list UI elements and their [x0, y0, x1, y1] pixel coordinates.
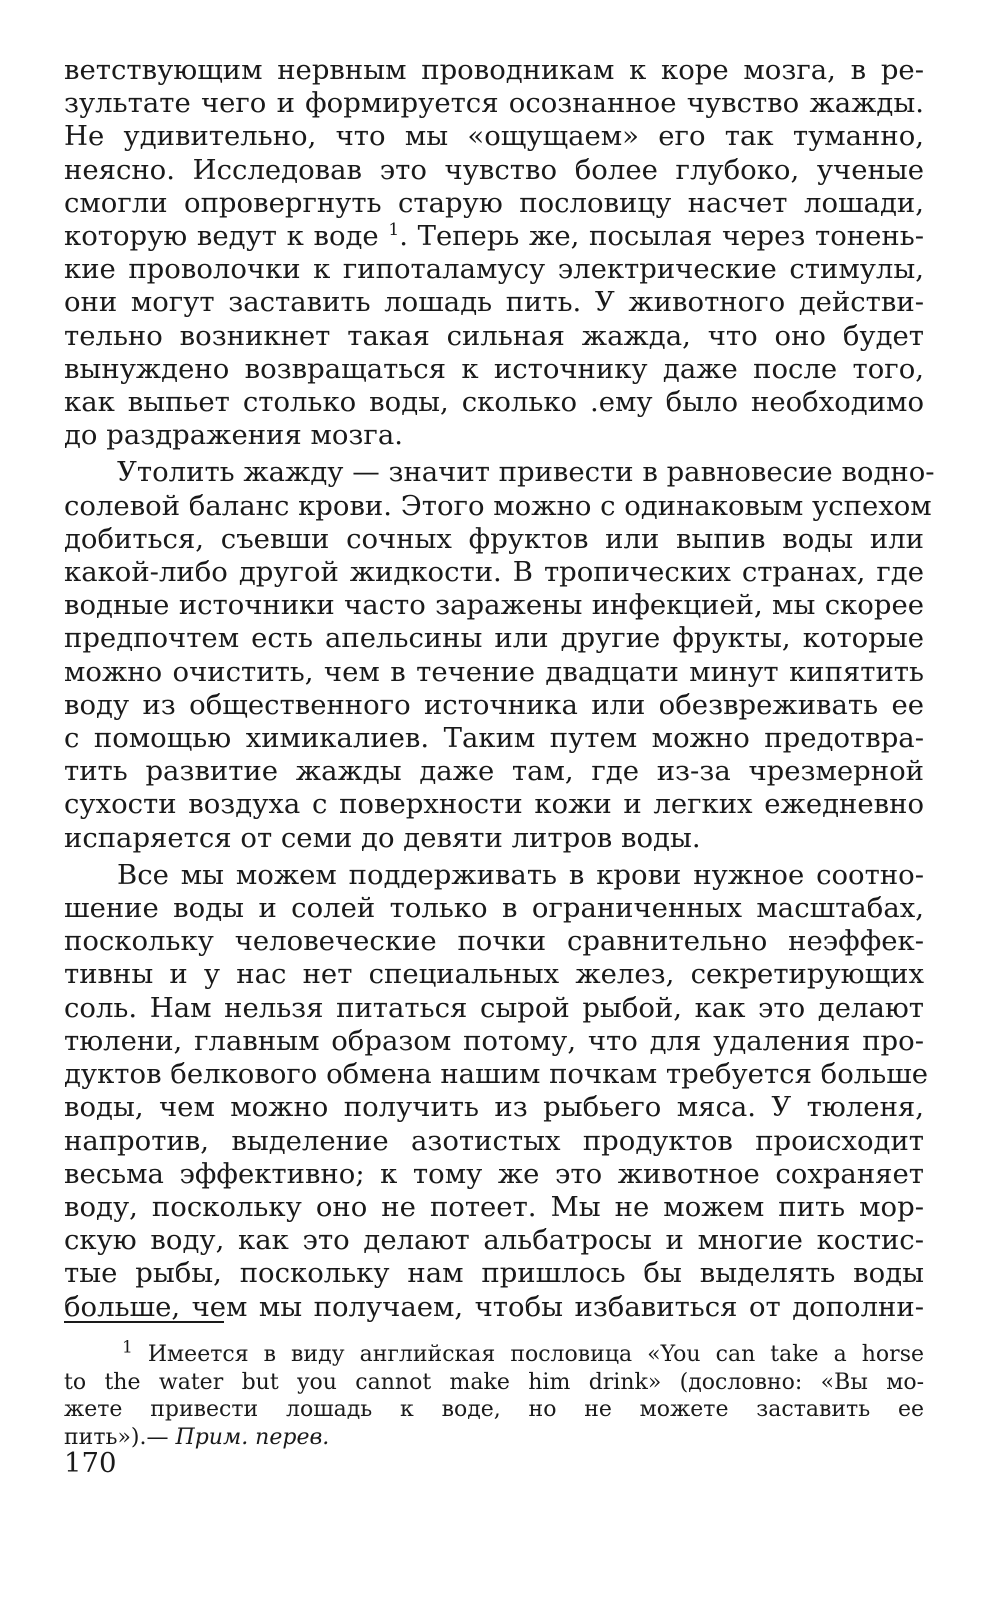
text-line: поскольку человеческие почки сравнительно неэффек- [64, 925, 924, 958]
footnote-line: to the water but you cannot make him drink» (дословно: «Вы мо- [64, 1369, 924, 1395]
text-line: Не удивительно, что мы «ощущаем» его так туманно, [64, 120, 924, 153]
text-line: скую воду, как это делают альбатросы и многие костис- [64, 1224, 924, 1257]
footnote [64, 1337, 925, 1451]
text-line: сухости воздуха с поверхности кожи и легких ежедневно [64, 788, 924, 821]
translator-note: Прим. перев. [175, 1424, 330, 1450]
text-line: соль. Нам нельзя питаться сырой рыбой, как это делают [64, 991, 924, 1024]
footnote-marker: 1 [122, 1337, 133, 1358]
text-line: неясно. Исследовав это чувство более глубоко, ученые [64, 153, 924, 186]
footnote-line [64, 1424, 924, 1452]
text-line: тить развитие жажды даже там, где из-за чрезмерной [64, 755, 924, 788]
text-line: как выпьет столько воды, сколько .ему было необходимо [64, 386, 924, 419]
footnote-line [64, 1337, 925, 1369]
text-line: Утолить жажду — значит привести в равновесие водно- [117, 456, 935, 489]
text-line: тивны и у нас нет специальных желез, секретирующих [64, 958, 924, 991]
text-line: напротив, выделение азотистых продуктов происходит [64, 1124, 924, 1157]
text-line: можно очистить, чем в течение двадцати минут кипятить [64, 655, 924, 688]
text-line: Все мы можем поддерживать в крови нужное соотно- [117, 858, 924, 891]
footnote-reference: 1 [388, 219, 400, 240]
text-line: воды, чем можно получить из рыбьего мяса. У тюленя, [64, 1091, 924, 1124]
text-line: тые рыбы, поскольку нам пришлось бы выделять воды [64, 1257, 924, 1290]
footnote-line: жете привести лошадь к воде, но не можете заставить ее [64, 1397, 924, 1422]
text-line: воду из общественного источника или обезвреживать ее [64, 688, 924, 721]
text-line: весьма эффективно; к тому же это животное сохраняет [64, 1157, 924, 1190]
text-line: испаряется от семи до девяти литров воды. [64, 821, 701, 854]
text-line-with-footnote-ref [64, 220, 924, 253]
paragraph-2 [64, 456, 935, 854]
footnote-text: Имеется в виду английская пословица «You can take a horse [147, 1342, 925, 1367]
text-line: солевой баланс крови. Этого можно с одинаковым успехом [64, 489, 932, 522]
paragraph-1 [64, 54, 924, 452]
page-number: 170 [64, 1447, 117, 1479]
footnote-divider [64, 1321, 224, 1323]
text-line: шение воды и солей только в ограниченных масштабах, [64, 892, 924, 925]
footnote-text: пить»).— [64, 1424, 169, 1450]
text-line: кие проволочки к гипоталамусу электрические стимулы, [64, 253, 924, 286]
text-line: какой-либо другой жидкости. В тропических странах, где [64, 556, 924, 589]
text-line: дуктов белкового обмена нашим почкам требуется больше [64, 1058, 929, 1091]
text-line: они могут заставить лошадь пить. У животного действи- [64, 286, 924, 319]
text-line: тельно возникнет такая сильная жажда, что оно будет [64, 319, 924, 352]
text-fragment: . Теперь же, посылая через тонень- [399, 220, 924, 253]
text-line: предпочтем есть апельсины или другие фрукты, которые [64, 622, 924, 655]
text-line: воду, поскольку оно не потеет. Мы не можем пить мор- [64, 1190, 924, 1223]
text-fragment: которую ведут к воде [64, 220, 379, 253]
text-line: водные источники часто заражены инфекцией, мы скорее [64, 589, 924, 622]
paragraph-3 [64, 858, 929, 1324]
text-line: зультате чего и формируется осознанное чувство жажды. [64, 87, 924, 120]
text-line: добиться, съевши сочных фруктов или выпив воды или [64, 522, 924, 555]
text-line: вынуждено возвращаться к источнику даже после того, [64, 352, 924, 385]
text-line: больше, чем мы получаем, чтобы избавиться от дополни- [64, 1290, 924, 1323]
text-line: смогли опровергнуть старую пословицу насчет лошади, [64, 186, 924, 219]
text-line: с помощью химикалиев. Таким путем можно предотвра- [64, 722, 924, 755]
text-line: тюлени, главным образом потому, что для удаления про- [64, 1024, 924, 1057]
main-text [64, 54, 935, 1328]
text-line: до раздражения мозга. [64, 419, 403, 452]
text-line: ветствующим нервным проводникам к коре мозга, в ре- [64, 54, 924, 86]
